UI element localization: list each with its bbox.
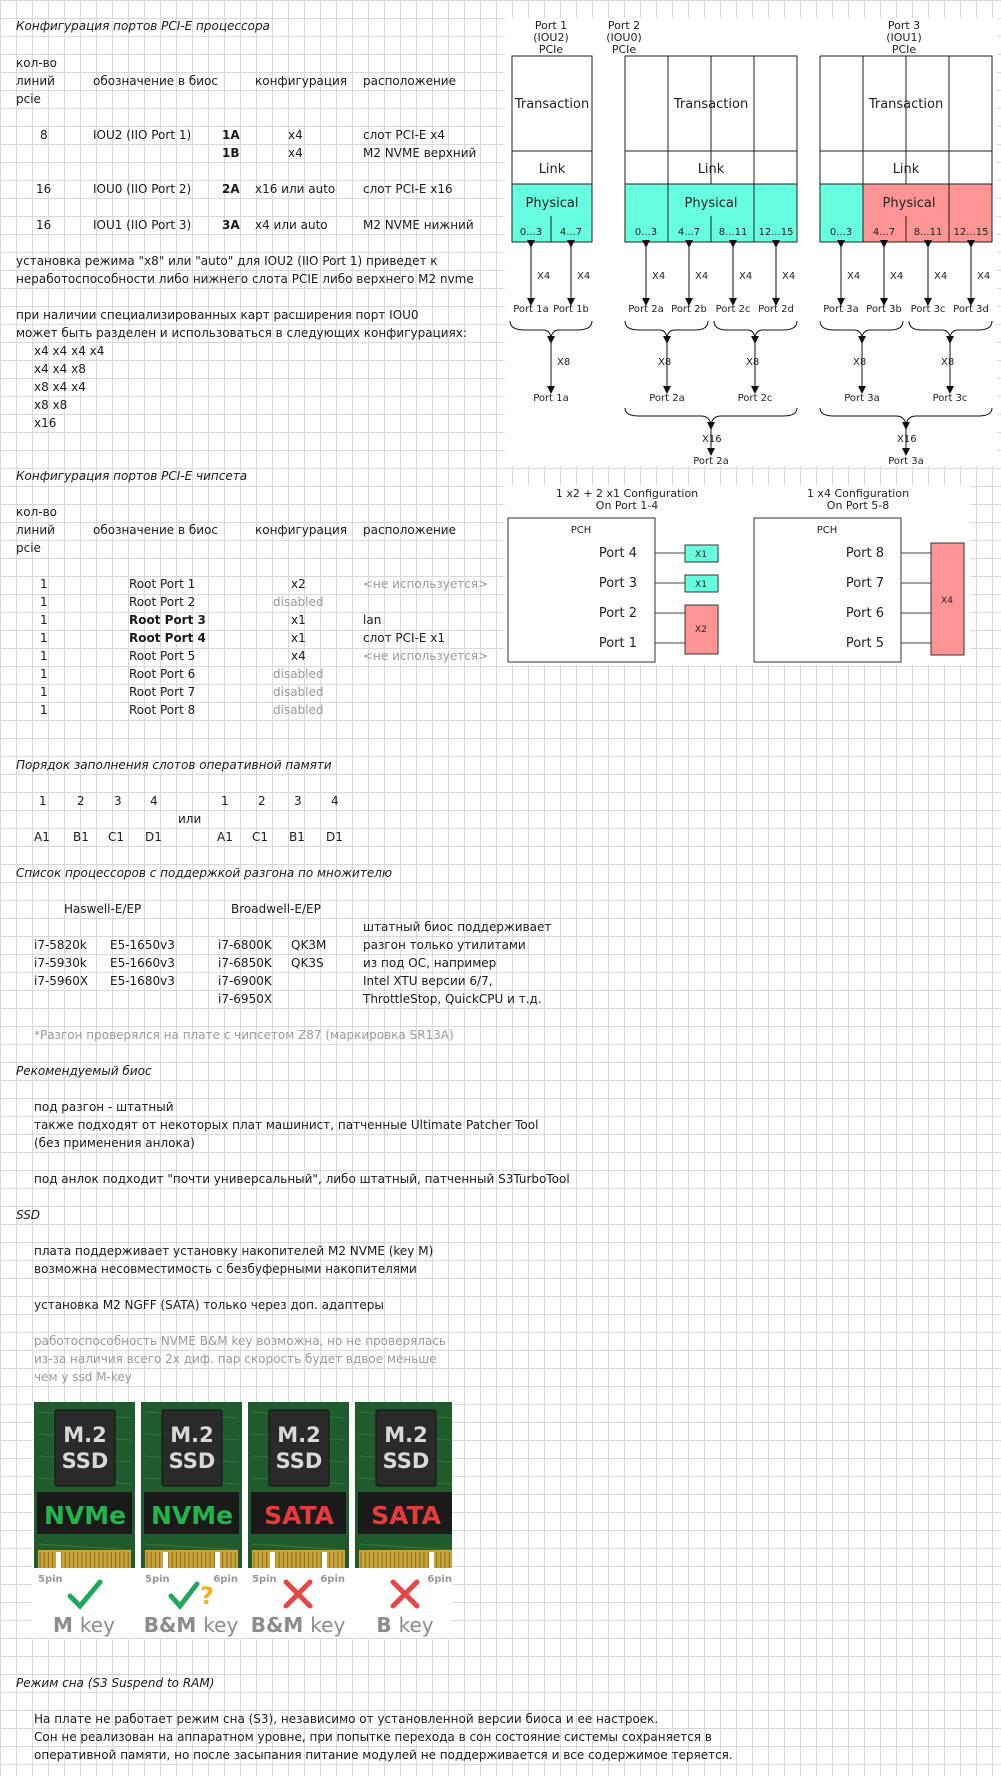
m2-label: M.2 [384, 1423, 428, 1447]
port1-type: PCIe [538, 43, 564, 56]
pch-port-label: Port 3 [598, 576, 637, 591]
port3-type: PCIe [891, 43, 917, 56]
config-option: x16 [34, 416, 57, 430]
link-width: X8 [941, 357, 955, 368]
sub-port: Port 3b [866, 304, 902, 315]
pch-left-title: 1 x2 + 2 x1 Configuration [555, 487, 699, 500]
hdr-bios: обозначение в биос [93, 523, 219, 537]
link-width: X8 [853, 357, 867, 368]
row-location: слот PCI-E x1 [363, 631, 446, 645]
cpu-model: i7-5960X [34, 974, 89, 988]
cpu-code: QK3M [291, 938, 327, 952]
note-text: установка режима "x8" или "auto" для IOU2 (IIO Port 1) приведет к [16, 254, 438, 268]
sub-port: Port 3d [953, 304, 989, 315]
config-option: x4 x4 x4 x4 [34, 344, 105, 358]
row-location: lan [363, 613, 382, 627]
row-bios: IOU0 (IIO Port 2) [93, 182, 192, 196]
oc-note: ThrottleStop, QuickCPU и т.д. [363, 992, 542, 1006]
row-key: 3A [222, 218, 240, 232]
port2-block [606, 19, 797, 466]
merged-port: Port 3c [932, 393, 968, 404]
slot-number: 3 [294, 794, 302, 808]
hdr-location: расположение [363, 74, 456, 88]
check-icon [171, 1584, 197, 1606]
sleep-line: Сон не реализован на аппаратном уровне, при попытке перехода в сон состояние системы сохраняется в [34, 1730, 712, 1744]
pch-port-label: Port 5 [845, 636, 884, 651]
ssd-label: SSD [61, 1449, 109, 1473]
cpu-family: Haswell-E/EP [64, 902, 142, 916]
oc-note: разгон только утилитами [363, 938, 526, 952]
final-port: Port 2a [693, 456, 729, 466]
sub-port: Port 3a [823, 304, 859, 315]
gold-contacts [359, 1550, 452, 1568]
section-title-bios: Рекомендуемый биос [16, 1064, 152, 1078]
pch-port-label: Port 8 [845, 546, 884, 561]
oc-footnote: *Разгон проверялся на плате с чипсетом Z87 (маркировка SR13A) [34, 1028, 454, 1042]
cpu-model: E5-1660v3 [110, 956, 175, 970]
note-text: неработоспособности либо нижнего слота PCIE либо верхнего M2 nvme [16, 272, 474, 286]
check-icon [70, 1582, 100, 1606]
key-label: B&M key [250, 1613, 346, 1637]
slot-number: 1 [39, 794, 47, 808]
lane-range: 12...15 [953, 227, 989, 238]
sub-port: Port 1a [513, 304, 549, 315]
layer-transaction: Transaction [673, 97, 749, 112]
m2-label: M.2 [170, 1423, 214, 1447]
layer-physical: Physical [882, 196, 936, 211]
cross-icon [393, 1582, 417, 1606]
link-width: X1 [695, 580, 707, 590]
link-width: X16 [702, 434, 722, 445]
ssd-note: работоспособность NVME B&M key возможна, но не проверялась [34, 1334, 447, 1348]
oc-note: штатный биос поддерживает [363, 920, 552, 934]
link-width: X16 [897, 434, 917, 445]
ssd-card [34, 1402, 135, 1637]
row-config: disabled [273, 667, 324, 681]
slot-number: 2 [77, 794, 85, 808]
hdr-lanes-3: pcie [16, 92, 41, 106]
or-label: или [178, 812, 202, 826]
cpu-model: i7-5930k [34, 956, 87, 970]
section-title-chipset-pcie: Конфигурация портов PCI-E чипсета [16, 469, 248, 483]
link-width: X1 [695, 550, 707, 560]
merged-port: Port 2c [737, 393, 773, 404]
cross-icon [286, 1582, 310, 1606]
oc-note: из под ОС, например [363, 956, 497, 970]
lane-range: 4...7 [559, 227, 583, 238]
link-width: X4 [577, 271, 591, 282]
final-port: Port 3a [888, 456, 924, 466]
row-lanes: 1 [40, 649, 48, 663]
row-config: x16 или auto [255, 182, 336, 196]
hdr-lanes-3: pcie [16, 541, 41, 555]
pch-right-subtitle: On Port 5-8 [826, 499, 890, 512]
cpu-family: Broadwell-E/EP [231, 902, 321, 916]
row-key: 1B [222, 146, 240, 160]
section-title-ssd: SSD [16, 1208, 41, 1222]
ssd-label: SSD [275, 1449, 323, 1473]
row-config: x1 [291, 613, 306, 627]
link-width: X4 [941, 596, 953, 606]
slot-number: 3 [114, 794, 122, 808]
link-width: X8 [658, 357, 672, 368]
hdr-lanes-1: кол-во [16, 56, 58, 70]
hdr-lanes-2: линий [16, 523, 55, 537]
gold-contacts [145, 1550, 238, 1568]
slot-name: D1 [145, 830, 162, 844]
flash-chip [269, 1410, 329, 1486]
oc-note: Intel XTU версии 6/7, [363, 974, 493, 988]
pch-port-label: Port 7 [845, 576, 884, 591]
link-width: X2 [695, 625, 707, 635]
flash-chip [162, 1410, 222, 1486]
slot-name: A1 [34, 830, 50, 844]
row-bios: IOU2 (IIO Port 1) [93, 128, 192, 142]
gold-contacts [252, 1550, 345, 1568]
interface-type: SATA [371, 1501, 441, 1530]
row-bios: IOU1 (IIO Port 3) [93, 218, 192, 232]
cpu-model: i7-6900K [218, 974, 272, 988]
bios-line: под разгон - штатный [34, 1100, 174, 1114]
row-lanes: 1 [40, 595, 48, 609]
pch-left-subtitle: On Port 1-4 [595, 499, 659, 512]
pch-label: PCH [570, 525, 592, 536]
m2-label: M.2 [277, 1423, 321, 1447]
row-config: x2 [291, 577, 306, 591]
ssd-card [248, 1402, 349, 1637]
row-location: слот PCI-E x16 [363, 182, 453, 196]
pin-label: 6pin [213, 1574, 238, 1585]
interface-type: NVMe [43, 1501, 127, 1530]
lane-range: 8...11 [913, 227, 943, 238]
pin-label: 6pin [427, 1574, 452, 1585]
row-port: Root Port 7 [129, 685, 196, 699]
row-port: Root Port 1 [129, 577, 196, 591]
hdr-config: конфигурация [255, 74, 348, 88]
pin-label: 5pin [252, 1574, 277, 1585]
pch-port-label: Port 2 [598, 606, 637, 621]
ssd-line: возможна несовместимость с безбуферными накопителями [34, 1262, 417, 1276]
row-lanes: 1 [40, 667, 48, 681]
ssd-note: чем у ssd M-key [34, 1370, 132, 1384]
ssd-label: SSD [168, 1449, 216, 1473]
row-lanes: 1 [40, 703, 48, 717]
link-width: X4 [890, 271, 904, 282]
row-port: Root Port 3 [129, 613, 206, 627]
slot-name: D1 [326, 830, 343, 844]
cpu-model: i7-6850K [218, 956, 272, 970]
ssd-line: установка M2 NGFF (SATA) только через доп. адаптеры [34, 1298, 384, 1312]
flash-chip [376, 1410, 436, 1486]
layer-link: Link [538, 162, 566, 177]
cpu-model: i7-6800K [218, 938, 272, 952]
m2-label: M.2 [63, 1423, 107, 1447]
bios-line: под анлок подходит "почти универсальный", либо штатный, патченный S3TurboTool [34, 1172, 570, 1186]
layer-link: Link [892, 162, 920, 177]
row-config: x4 [288, 146, 303, 160]
merged-port: Port 2a [649, 393, 685, 404]
slot-name: C1 [252, 830, 269, 844]
slot-number: 1 [221, 794, 229, 808]
row-location: <не используется> [363, 577, 489, 591]
hdr-bios: обозначение в биос [93, 74, 219, 88]
note-text: может быть разделен и использоваться в следующих конфигурациях: [16, 326, 467, 340]
link-width: X4 [782, 271, 796, 282]
ssd-label: SSD [382, 1449, 430, 1473]
cpu-code: QK3S [291, 956, 324, 970]
key-label: B&M key [143, 1613, 239, 1637]
question-icon: ? [200, 1582, 214, 1610]
config-option: x8 x4 x4 [34, 380, 86, 394]
row-port: Root Port 6 [129, 667, 196, 681]
hdr-lanes-2: линий [16, 74, 55, 88]
row-config: x4 [288, 128, 303, 142]
row-lanes: 8 [40, 128, 48, 142]
port2-title: Port 2 [607, 19, 641, 32]
layer-link: Link [697, 162, 725, 177]
port2-unit: (IOU0) [606, 31, 642, 44]
link-width: X4 [977, 271, 991, 282]
gold-contacts [38, 1550, 131, 1568]
port3-block [820, 19, 992, 466]
slot-name: B1 [73, 830, 89, 844]
sleep-line: На плате не работает режим сна (S3), независимо от установленной версии биоса и ее настроек. [34, 1712, 659, 1726]
pin-label: 5pin [38, 1574, 63, 1585]
row-port: Root Port 2 [129, 595, 196, 609]
lane-range: 12...15 [758, 227, 794, 238]
pch-port-label: Port 4 [598, 546, 637, 561]
cpu-pcie-diagram [505, 18, 997, 466]
lane-range: 8...11 [718, 227, 748, 238]
interface-type: SATA [264, 1501, 334, 1530]
row-config: x4 [291, 649, 306, 663]
slot-name: C1 [108, 830, 125, 844]
row-lanes: 1 [40, 685, 48, 699]
pch-port-label: Port 6 [845, 606, 884, 621]
config-option: x8 x8 [34, 398, 68, 412]
ssd-note: из-за наличия всего 2x диф. пар скорость будет вдвое меньше [34, 1352, 437, 1366]
ssd-card [141, 1402, 242, 1637]
sub-port: Port 2b [671, 304, 707, 315]
port3-title: Port 3 [887, 19, 921, 32]
hdr-lanes-1: кол-во [16, 505, 58, 519]
row-lanes: 16 [36, 182, 52, 196]
layer-physical: Physical [684, 196, 738, 211]
lane-range: 0...3 [519, 227, 543, 238]
sub-port: Port 1b [553, 304, 589, 315]
pch-label: PCH [816, 525, 838, 536]
row-lanes: 1 [40, 613, 48, 627]
lane-range: 4...7 [872, 227, 896, 238]
bios-line: также подходят от некоторых плат машинист, патченные Ultimate Patcher Tool [34, 1118, 539, 1132]
port1-title: Port 1 [534, 19, 568, 32]
link-width: X4 [652, 271, 666, 282]
row-location: слот PCI-E x4 [363, 128, 446, 142]
config-option: x4 x4 x8 [34, 362, 86, 376]
pch-diagram [505, 485, 970, 665]
sub-port: Port 2c [715, 304, 751, 315]
link-width: X4 [739, 271, 753, 282]
slot-name: B1 [289, 830, 305, 844]
link-width: X8 [557, 357, 571, 368]
sleep-line: оперативной памяти, но после засыпания питание модулей не поддерживается и все содержимое теряется. [34, 1748, 733, 1762]
merged-port: Port 3a [844, 393, 880, 404]
slot-name: A1 [217, 830, 233, 844]
pch-port-label: Port 1 [598, 636, 637, 651]
pch-right-title: 1 x4 Configuration [806, 487, 910, 500]
hdr-location: расположение [363, 523, 456, 537]
sub-port: Port 2d [758, 304, 794, 315]
slot-number: 2 [258, 794, 266, 808]
cpu-model: E5-1650v3 [110, 938, 175, 952]
cpu-model: i7-5820k [34, 938, 87, 952]
interface-type: NVMe [150, 1501, 234, 1530]
section-title-ram: Порядок заполнения слотов оперативной памяти [16, 758, 332, 772]
bios-line: (без применения анлока) [34, 1136, 195, 1150]
key-label: M key [53, 1613, 115, 1637]
layer-physical: Physical [525, 196, 579, 211]
cpu-model: i7-6950X [218, 992, 273, 1006]
row-port: Root Port 8 [129, 703, 196, 717]
row-location: M2 NVME верхний [363, 146, 477, 160]
row-location: <не используется> [363, 649, 489, 663]
row-port: Root Port 5 [129, 649, 196, 663]
section-title-cpu-pcie: Конфигурация портов PCI-E процессора [16, 19, 270, 33]
ssd-line: плата поддерживает установку накопителей M2 NVME (key M) [34, 1244, 434, 1258]
sub-port: Port 3c [910, 304, 946, 315]
row-lanes: 1 [40, 577, 48, 591]
row-config: x4 или auto [255, 218, 328, 232]
section-title-sleep: Режим сна (S3 Suspend to RAM) [16, 1676, 215, 1690]
note-text: при наличии специализированных карт расширения порт IOU0 [16, 308, 419, 322]
row-config: disabled [273, 703, 324, 717]
link-width: X4 [537, 271, 551, 282]
layer-transaction: Transaction [514, 97, 590, 112]
lane-range: 4...7 [677, 227, 701, 238]
flash-chip [55, 1410, 115, 1486]
layer-transaction: Transaction [868, 97, 944, 112]
m2-keys-image [32, 1402, 452, 1638]
row-port: Root Port 4 [129, 631, 206, 645]
pin-label: 5pin [145, 1574, 170, 1585]
slot-number: 4 [150, 794, 158, 808]
port1-block [510, 19, 592, 404]
row-key: 2A [222, 182, 240, 196]
section-title-cpu-list: Список процессоров с поддержкой разгона по множителю [16, 866, 392, 880]
lane-range: 0...3 [829, 227, 853, 238]
port2-type: PCIe [611, 43, 637, 56]
row-lanes: 16 [36, 218, 52, 232]
row-lanes: 1 [40, 631, 48, 645]
row-config: disabled [273, 685, 324, 699]
port1-unit: (IOU2) [533, 31, 569, 44]
row-config: disabled [273, 595, 324, 609]
pin-label: 6pin [320, 1574, 345, 1585]
link-width: X4 [847, 271, 861, 282]
row-key: 1A [222, 128, 240, 142]
link-width: X4 [934, 271, 948, 282]
key-label: B key [376, 1613, 434, 1637]
merged-port: Port 1a [533, 393, 569, 404]
sub-port: Port 2a [628, 304, 664, 315]
ssd-card [355, 1402, 452, 1637]
row-location: M2 NVME нижний [363, 218, 474, 232]
row-config: x1 [291, 631, 306, 645]
link-width: X8 [746, 357, 760, 368]
slot-number: 4 [331, 794, 339, 808]
port3-unit: (IOU1) [886, 31, 922, 44]
lane-range: 0...3 [634, 227, 658, 238]
cpu-model: E5-1680v3 [110, 974, 175, 988]
link-width: X4 [695, 271, 709, 282]
hdr-config: конфигурация [255, 523, 348, 537]
